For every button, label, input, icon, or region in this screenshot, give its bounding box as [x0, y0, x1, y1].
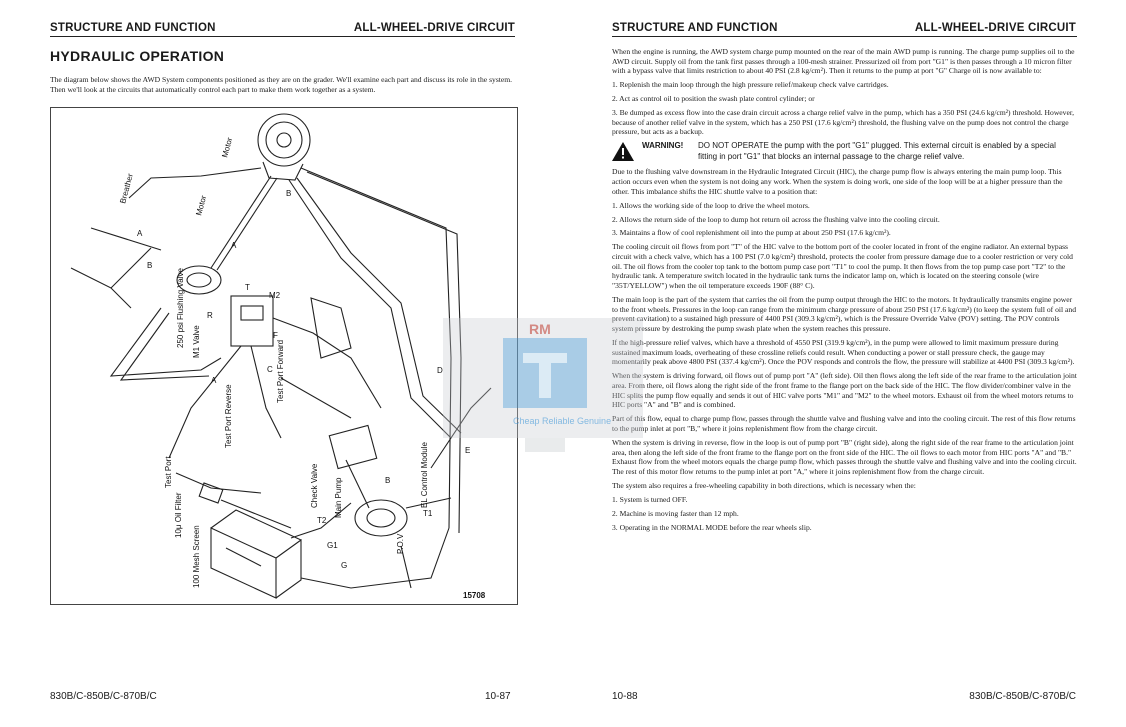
label-t: T [245, 283, 250, 292]
label-test-port-reverse: Test Port Reverse [224, 384, 233, 448]
label-t2: T2 [317, 516, 327, 525]
right-body-text [612, 47, 1077, 537]
label-g1: G1 [327, 541, 338, 550]
label-g: G [341, 561, 348, 570]
label-a-1: A [137, 229, 143, 238]
label-t1: T1 [423, 509, 433, 518]
label-r: R [207, 311, 213, 320]
paragraph-relief-valves: If the high-pressure relief valves, which have a threshold of 4550 PSI (319.9 kg/cm²), in the pump were allowed to limit maximum pressure during sustained maximum loads, overheating of these crossline reliefs could result. When conducting a power or stall pressure check, the gauge may momentarily peak above 4800 PSI (337.4 kg/cm²). Once the POV responds and controls the flow, the pressure will stabilize at 4400 PSI (309.3 kg/cm²). [612, 338, 1075, 367]
label-test-port-forward: Test Port Forward [276, 339, 285, 403]
label-m1-valve: M1 Valve [192, 325, 201, 358]
list-item-speed: 2. Machine is moving faster than 12 mph. [612, 508, 739, 518]
page-title: HYDRAULIC OPERATION [50, 48, 225, 64]
left-header-rule [50, 36, 515, 37]
intro-paragraph: The diagram below shows the AWD System components positioned as they are on the grader. We'll examine each part and discuss its role in the system. Then we'll look at the circuits that automatically control each part to make them work together as a system. [50, 75, 513, 94]
figure-number: 15708 [463, 591, 486, 600]
paragraph-charge-pump: When the engine is running, the AWD system charge pump mounted on the rear of the main AWD pump is running. The charge pump supplies oil to the AWD circuit. Supply oil from the tank first passes through a 100-mesh strainer. Pressurized oil from port "G1" is then passes through a 10 micron filter with a bypass valve that limits restriction to about 40 PSI (2.8 kg/cm²). Then it returns to the pump at port "G" Charge oil is now available to: [612, 47, 1075, 76]
label-oil-filter: 10μ Oil Filter [174, 492, 183, 538]
list-item-system-off: 1. System is turned OFF. [612, 494, 688, 504]
awd-system-diagram-drawing [51, 108, 517, 604]
watermark-tagline: Cheap Reliable Genuine [513, 416, 612, 426]
label-flushing-valve: 250 psi Flushing Valve [176, 268, 185, 348]
list-item-working-side: 1. Allows the working side of the loop to drive the wheel motors. [612, 200, 810, 210]
left-footer-page: 10-87 [485, 691, 511, 702]
right-footer-model: 830B/C-850B/C-870B/C [969, 691, 1076, 702]
list-item-replenish: 1. Replenish the main loop through the high pressure relief/makeup check valve cartridges. [612, 80, 889, 90]
label-main-pump: Main Pump [334, 477, 343, 518]
warning-text: DO NOT OPERATE the pump with the port "G1" plugged. This external circuit is enabled by a special fitting in port "G1" that blocks an internal passage to the charge relief valve. [698, 141, 1056, 161]
warning-triangle-icon [612, 142, 634, 161]
label-pov: P.O.V [396, 533, 405, 554]
list-item-cool-flow: 3. Maintains a flow of cool replenishment oil into the pump at about 250 PSI (17.6 kg/cm²). [612, 228, 891, 238]
label-d: D [437, 366, 443, 375]
label-mesh-screen: 100 Mesh Screen [192, 525, 201, 588]
right-header-section: STRUCTURE AND FUNCTION [612, 22, 778, 34]
label-m2: M2 [269, 291, 281, 300]
label-b-2: B [286, 189, 292, 198]
right-footer-page: 10-88 [612, 691, 638, 702]
list-item-dump: 3. Be dumped as excess flow into the case drain circuit across a charge relief valve in the pump, which has a 350 PSI (24.6 kg/cm²) threshold. However, because of another relief valve in the system, which has a 250 PSI (17.6 kg/cm²) threshold, the flushing valve on the pump does not control the charge pressure, but acts as a backup. [612, 108, 1074, 137]
label-motor-top: Motor [220, 136, 235, 159]
paragraph-charge-flow: Part of this flow, equal to charge pump flow, passes through the shuttle valve and flushing valve and into the cooling circuit. The rest of this flow returns to the pump inlet at port "B," where it joins replenishment flow from the charge circuit. [612, 414, 1076, 434]
paragraph-reverse: When the system is driving in reverse, flow in the loop is out of pump port "B" (right side), along the right side of the rear frame to the articulation joint area, then along the left side of the front frame to the flange port on the front side of the HIC. The oil flows to each motor from HIC ports "A" and "B." Exhaust flow from the wheel motors equals the charge pump flow, which passes through the shuttle valve and flushing valve and into the cooling circuit. The rest of this motor flow returns to the pump inlet at port "A," where it joins replenishment flow from the charge circuit. [612, 437, 1077, 477]
label-c: C [267, 365, 273, 374]
label-check-valve: Check Valve [310, 463, 319, 508]
list-item-return-side: 2. Allows the return side of the loop to dump hot return oil across the flushing valve into the cooling circuit. [612, 214, 940, 224]
paragraph-cooling-circuit: The cooling circuit oil flows from port "T" of the HIC valve to the bottom port of the cooler located in front of the engine radiator. An external bypass circuit with a check valve, which has a 100 PSI (7.0 kg/cm²) threshold, protects the cooler from pressure damage due to a cooler restriction or very cold oil. The oil flows from the cooler top tank to the bottom pump case port "T1" to cool the pump. It then flows from the top pump case port "T2" to the hydraulic tank. A temperature switch located in the hydraulic tank turns the indicator lamp on, which is located on the steering console (wire "35T/YELLOW") when the oil temperature exceeds 190F (88° C). [612, 242, 1073, 291]
paragraph-forward: When the system is driving forward, oil flows out of pump port "A" (left side). Oil then flows along the left side of the rear frame to the articulation joint area. From there, oil flows along the right side of the front frame to the flange port on the back side of the HIC. The flow divider/combiner valve in the HIC splits the pump flow equally and sends it out of HIC valve ports "M1" and "M2" to the wheel motors. Exhaust oil from the wheel motors returns to HIC ports "A" and "B" and is combined. [612, 371, 1077, 410]
paragraph-main-loop: The main loop is the part of the system that carries the oil from the pump output through the HIC to the motors. It hydraulically transmits engine power to the front wheels. Pressures in the loop can range from the minimum charge pressure of about 250 PSI (17.6 kg/cm²) (to keep the system full of oil and prevent cavitation) to a sustained high pressure of 4400 PSI (309.3 kg/cm²), which is the Pressure Override Valve (POV) setting. The POV controls system pressure by destroking the pump swash plate when the system reaches this pressure. [612, 295, 1076, 334]
label-b-3: B [385, 476, 391, 485]
left-header-chapter: ALL-WHEEL-DRIVE CIRCUIT [353, 22, 515, 34]
label-f: F [273, 331, 278, 340]
warning-label: WARNING! [642, 141, 684, 151]
right-page [563, 0, 1126, 727]
right-header-rule [612, 36, 1077, 37]
list-item-control-oil: 2. Act as control oil to position the swash plate control cylinder; or [612, 94, 815, 104]
watermark-brand: RM [529, 321, 551, 337]
paragraph-free-wheeling: The system also requires a free-wheeling capability in both directions, which is necessary when the: [612, 480, 916, 490]
label-e: E [465, 446, 471, 455]
label-a-3: A [211, 376, 217, 385]
left-footer-model: 830B/C-850B/C-870B/C [50, 691, 157, 702]
warning-box [612, 141, 1077, 162]
right-header-chapter: ALL-WHEEL-DRIVE CIRCUIT [914, 22, 1076, 34]
label-motor-mid: Motor [194, 194, 209, 217]
label-b-1: B [147, 261, 153, 270]
label-el-control: EL Control Module [420, 442, 429, 508]
left-header-section: STRUCTURE AND FUNCTION [50, 22, 216, 34]
paragraph-flushing-valve: Due to the flushing valve downstream in the Hydraulic Integrated Circuit (HIC), the charge pump flow is always entering the main pump loop. This action occurs even when the system is not doing any work. When the system is doing work, one side of the loop will be at a higher pressure than the other. This imbalance shifts the HIC shuttle valve to a position that: [612, 167, 1063, 196]
awd-system-diagram [50, 107, 518, 605]
label-breather: Breather [118, 172, 135, 205]
label-a-2: A [231, 241, 237, 250]
list-item-normal-mode: 3. Operating in the NORMAL MODE before the rear wheels slip. [612, 522, 812, 532]
label-test-port: Test Port [164, 456, 173, 488]
